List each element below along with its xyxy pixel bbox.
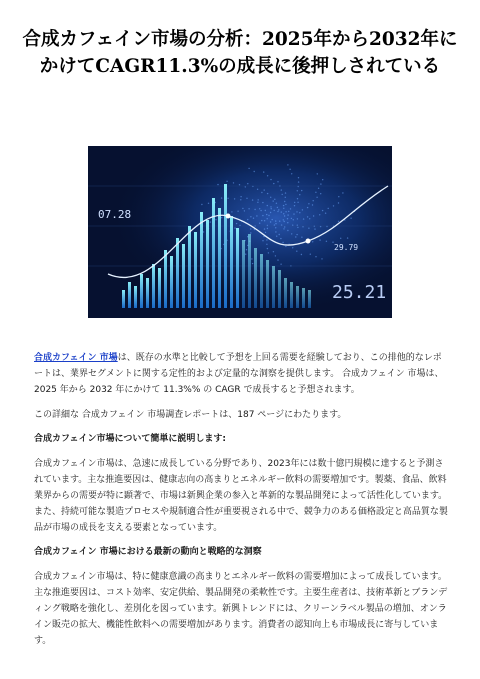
globe-dot	[215, 219, 216, 220]
globe-dot	[307, 216, 308, 217]
globe-dot	[258, 199, 259, 200]
globe-dot	[274, 199, 275, 200]
globe-dot	[297, 190, 298, 191]
globe-dot	[282, 194, 283, 195]
globe-dot	[283, 205, 284, 206]
globe-dot	[292, 247, 293, 248]
globe-dot	[259, 208, 260, 209]
chart-bar	[266, 260, 269, 308]
globe-dot	[248, 208, 249, 209]
chart-bar	[230, 216, 233, 308]
globe-dot	[273, 200, 274, 201]
globe-dot	[267, 218, 268, 219]
chart-bar	[206, 220, 209, 308]
globe-dot	[270, 179, 271, 180]
globe-dot	[263, 171, 264, 172]
chart-bar	[212, 198, 215, 308]
chart-bar	[170, 256, 173, 308]
globe-dot	[280, 238, 281, 239]
globe-dot	[309, 218, 310, 219]
globe-dot	[267, 205, 268, 206]
globe-dot	[282, 242, 283, 243]
chart-bar	[128, 282, 131, 308]
globe-dot	[283, 213, 284, 214]
globe-dot	[350, 218, 351, 219]
chart-bar	[308, 290, 311, 308]
section1-heading: 合成カフェイン市場について簡単に説明します:	[34, 434, 226, 444]
chart-bar	[278, 270, 281, 308]
globe-dot	[321, 258, 322, 259]
globe-dot	[297, 227, 298, 228]
globe-dot	[234, 227, 235, 228]
globe-dot	[318, 188, 319, 189]
globe-dot	[264, 228, 265, 229]
globe-dot	[291, 173, 292, 174]
globe-dot	[302, 226, 303, 227]
chart-bar	[146, 278, 149, 308]
chart-bar	[134, 286, 137, 308]
globe-dot	[320, 183, 321, 184]
globe-dot	[283, 208, 284, 209]
globe-dot	[265, 210, 266, 211]
globe-dot	[310, 254, 311, 255]
globe-dot	[246, 249, 247, 250]
globe-dot	[277, 207, 278, 208]
globe-dot	[210, 221, 211, 222]
globe-dot	[246, 198, 247, 199]
globe-dot	[285, 211, 286, 212]
globe-dot	[277, 181, 278, 182]
highlight-dot	[226, 214, 231, 219]
globe-dot	[279, 221, 280, 222]
globe-dot	[256, 215, 257, 216]
globe-dot	[248, 168, 249, 169]
globe-dot	[262, 240, 263, 241]
hero-image	[88, 146, 392, 318]
chart-bar	[260, 254, 263, 308]
globe-dot	[240, 196, 241, 197]
globe-dot	[308, 203, 309, 204]
globe-dot	[245, 254, 246, 255]
chart-bar	[164, 250, 167, 308]
globe-dot	[297, 198, 298, 199]
hero-number-1: 07.28	[98, 208, 132, 221]
globe-dot	[276, 236, 277, 237]
globe-dot	[250, 228, 251, 229]
globe-dot	[281, 224, 282, 225]
globe-dot	[259, 223, 260, 224]
section1-text: 合成カフェイン市場は、急速に成長している分野であり、2023年には数十億円規模に達すると予測されています。主な推進要因は、健康志向の高まりとエネルギー飲料の需要増加です。製薬、食品、飲料業界からの需要が特に顕著で、市場は新興企業の参入と革新的な製品開発によって活性化しています。また、持続可能な製造プロセスや規制適合性が重要視される中で、競争力のある価格設定と高品質な製品が市場の成長を支える要素となっています。	[34, 459, 448, 533]
globe-dot	[315, 192, 316, 193]
globe-dot	[275, 220, 276, 221]
globe-dot	[278, 209, 279, 210]
chart-bar	[272, 266, 275, 308]
globe-dot	[283, 228, 284, 229]
globe-dot	[273, 183, 274, 184]
globe-dot	[274, 224, 275, 225]
globe-dot	[262, 215, 263, 216]
globe-dot	[265, 232, 266, 233]
chart-bar	[254, 248, 257, 308]
globe-dot	[285, 197, 286, 198]
pages-note: この詳細な 合成カフェイン 市場調査レポートは、187 ページにわたります。	[34, 410, 347, 420]
globe-dot	[275, 255, 276, 256]
globe-dot	[226, 181, 227, 182]
intro-text: は、既存の水準と比較して予想を上回る需要を経験しており、この排他的なレポートは、業界セグメントに関する定性的および定量的な洞察を提供します。 合成カフェイン 市場は、2025 年から 2032 年にかけて 11.3%% の CAGR で成長すると予想されます。	[34, 353, 444, 395]
globe-dot	[201, 204, 202, 205]
hero-number-3: 25.21	[332, 282, 387, 303]
globe-dot	[284, 215, 285, 216]
globe-dot	[340, 238, 341, 239]
globe-dot	[297, 202, 298, 203]
globe-dot	[254, 171, 255, 172]
globe-dot	[290, 208, 291, 209]
chart-bar	[140, 274, 143, 308]
globe-dot	[342, 192, 343, 193]
globe-dot	[285, 192, 286, 193]
chart-bar	[200, 212, 203, 308]
chart-bar	[296, 286, 299, 308]
globe-dot	[247, 219, 248, 220]
globe-dot	[281, 189, 282, 190]
globe-dot	[267, 248, 268, 249]
globe-dot	[254, 209, 255, 210]
globe-dot	[262, 202, 263, 203]
globe-dot	[270, 197, 271, 198]
chart-bar	[188, 226, 191, 308]
globe-dot	[285, 204, 286, 205]
chart-bar	[236, 228, 239, 308]
globe-dot	[261, 220, 262, 221]
globe-dot	[280, 264, 281, 265]
globe-dot	[275, 223, 276, 224]
market-link[interactable]: 合成カフェイン 市場	[34, 353, 118, 363]
globe-dot	[250, 232, 251, 233]
globe-dot	[287, 214, 288, 215]
globe-dot	[319, 214, 320, 215]
chart-bar	[302, 288, 305, 308]
globe-dot	[298, 177, 299, 178]
globe-dot	[293, 219, 294, 220]
globe-dot	[314, 228, 315, 229]
globe-dot	[273, 251, 274, 252]
globe-dot	[275, 227, 276, 228]
globe-dot	[264, 220, 265, 221]
globe-dot	[257, 202, 258, 203]
globe-dot	[270, 212, 271, 213]
globe-dot	[272, 219, 273, 220]
globe-dot	[325, 213, 326, 214]
chart-bar	[182, 244, 185, 308]
globe-dot	[261, 192, 262, 193]
section2-text: 合成カフェイン市場は、特に健康意識の高まりとエネルギー飲料の需要増加によって成長しています。主な推進要因は、コスト効率、安定供給、製品開発の柔軟性です。主要生産者は、技術革新とブランディング戦略を強化し、差別化を図っています。新興トレンドには、クリーンラベル製品の増加、オンライン販売の拡大、機能性飲料への需要増加があります。消費者の認知向上も市場成長に寄与しています。	[34, 572, 448, 646]
globe-dot	[242, 208, 243, 209]
globe-dot	[268, 215, 269, 216]
globe-dot	[257, 189, 258, 190]
globe-dot	[270, 206, 271, 207]
chart-bar	[218, 208, 221, 308]
chart-bar	[158, 268, 161, 308]
globe-dot	[301, 254, 302, 255]
globe-dot	[322, 179, 323, 180]
chart-bar	[194, 232, 197, 308]
globe-dot	[284, 221, 285, 222]
globe-dot	[313, 200, 314, 201]
globe-dot	[270, 221, 271, 222]
globe-dot	[296, 234, 297, 235]
chart-bar	[290, 282, 293, 308]
globe-dot	[288, 211, 289, 212]
globe-dot	[271, 208, 272, 209]
chart-bar	[284, 278, 287, 308]
globe-dot	[279, 234, 280, 235]
globe-dot	[294, 202, 295, 203]
globe-dot	[292, 225, 293, 226]
globe-dot	[208, 203, 209, 204]
globe-dot	[307, 207, 308, 208]
globe-dot	[295, 236, 296, 237]
globe-dot	[287, 218, 288, 219]
globe-dot	[287, 230, 288, 231]
globe-dot	[266, 239, 267, 240]
globe-dot	[338, 196, 339, 197]
chart-bar	[122, 290, 125, 308]
chart-bar	[152, 264, 155, 308]
globe-dot	[294, 205, 295, 206]
globe-dot	[247, 183, 248, 184]
hero-number-2: 29.79	[334, 243, 359, 252]
globe-dot	[338, 221, 339, 222]
globe-dot	[287, 222, 288, 223]
globe-dot	[297, 218, 298, 219]
globe-dot	[221, 217, 222, 218]
globe-dot	[299, 212, 300, 213]
globe-dot	[275, 231, 276, 232]
globe-dot	[296, 211, 297, 212]
globe-dot	[322, 210, 323, 211]
chart-bar	[224, 184, 227, 308]
globe-dot	[267, 193, 268, 194]
globe-dot	[291, 218, 292, 219]
globe-dot	[283, 219, 284, 220]
globe-dot	[287, 164, 288, 165]
globe-dot	[308, 228, 309, 229]
globe-dot	[221, 197, 222, 198]
globe-dot	[299, 194, 300, 195]
globe-dot	[233, 182, 234, 183]
globe-dot	[227, 198, 228, 199]
globe-dot	[297, 225, 298, 226]
globe-dot	[217, 184, 218, 185]
globe-dot	[317, 173, 318, 174]
globe-dot	[266, 244, 267, 245]
globe-dot	[312, 204, 313, 205]
globe-dot	[260, 210, 261, 211]
globe-dot	[284, 201, 285, 202]
globe-dot	[253, 218, 254, 219]
globe-dot	[266, 214, 267, 215]
globe-dot	[277, 211, 278, 212]
globe-dot	[326, 241, 327, 242]
globe-dot	[291, 233, 292, 234]
globe-dot	[267, 228, 268, 229]
globe-dot	[296, 251, 297, 252]
globe-dot	[244, 210, 245, 211]
globe-dot	[289, 169, 290, 170]
financial-chart-illustration	[88, 146, 392, 318]
globe-dot	[264, 189, 265, 190]
globe-dot	[281, 211, 282, 212]
globe-dot	[319, 239, 320, 240]
chart-bar	[248, 234, 251, 308]
globe-dot	[252, 263, 253, 264]
intro-paragraph	[34, 350, 448, 398]
globe-dot	[251, 258, 252, 259]
globe-dot	[267, 175, 268, 176]
globe-dot	[284, 226, 285, 227]
globe-dot	[301, 190, 302, 191]
section2-heading: 合成カフェイン 市場における最新の動向と戦略的な洞察	[34, 547, 262, 557]
globe-dot	[302, 209, 303, 210]
globe-dot	[240, 199, 241, 200]
globe-dot	[316, 197, 317, 198]
article-body	[34, 350, 448, 658]
globe-dot	[245, 186, 246, 187]
globe-dot	[313, 215, 314, 216]
globe-dot	[333, 205, 334, 206]
page-title: 合成カフェイン市場の分析：2025年から2032年にかけてCAGR11.3%の成長に後押しされている	[22, 29, 458, 77]
globe-dot	[285, 246, 286, 247]
globe-dot	[328, 208, 329, 209]
globe-dot	[236, 223, 237, 224]
chart-bar	[242, 240, 245, 308]
globe-dot	[301, 237, 302, 238]
globe-dot	[298, 181, 299, 182]
globe-dot	[303, 218, 304, 219]
globe-dot	[250, 216, 251, 217]
chart-bar	[176, 238, 179, 308]
globe-dot	[252, 199, 253, 200]
globe-dot	[293, 213, 294, 214]
globe-dot	[277, 259, 278, 260]
globe-dot	[268, 252, 269, 253]
globe-dot	[347, 237, 348, 238]
globe-dot	[239, 184, 240, 185]
globe-dot	[203, 231, 204, 232]
globe-dot	[231, 211, 232, 212]
globe-dot	[237, 211, 238, 212]
globe-dot	[312, 241, 313, 242]
globe-dot	[315, 256, 316, 257]
globe-dot	[320, 193, 321, 194]
globe-dot	[234, 198, 235, 199]
globe-dot	[276, 203, 277, 204]
globe-dot	[338, 202, 339, 203]
highlight-dot	[306, 239, 311, 244]
globe-dot	[274, 210, 275, 211]
